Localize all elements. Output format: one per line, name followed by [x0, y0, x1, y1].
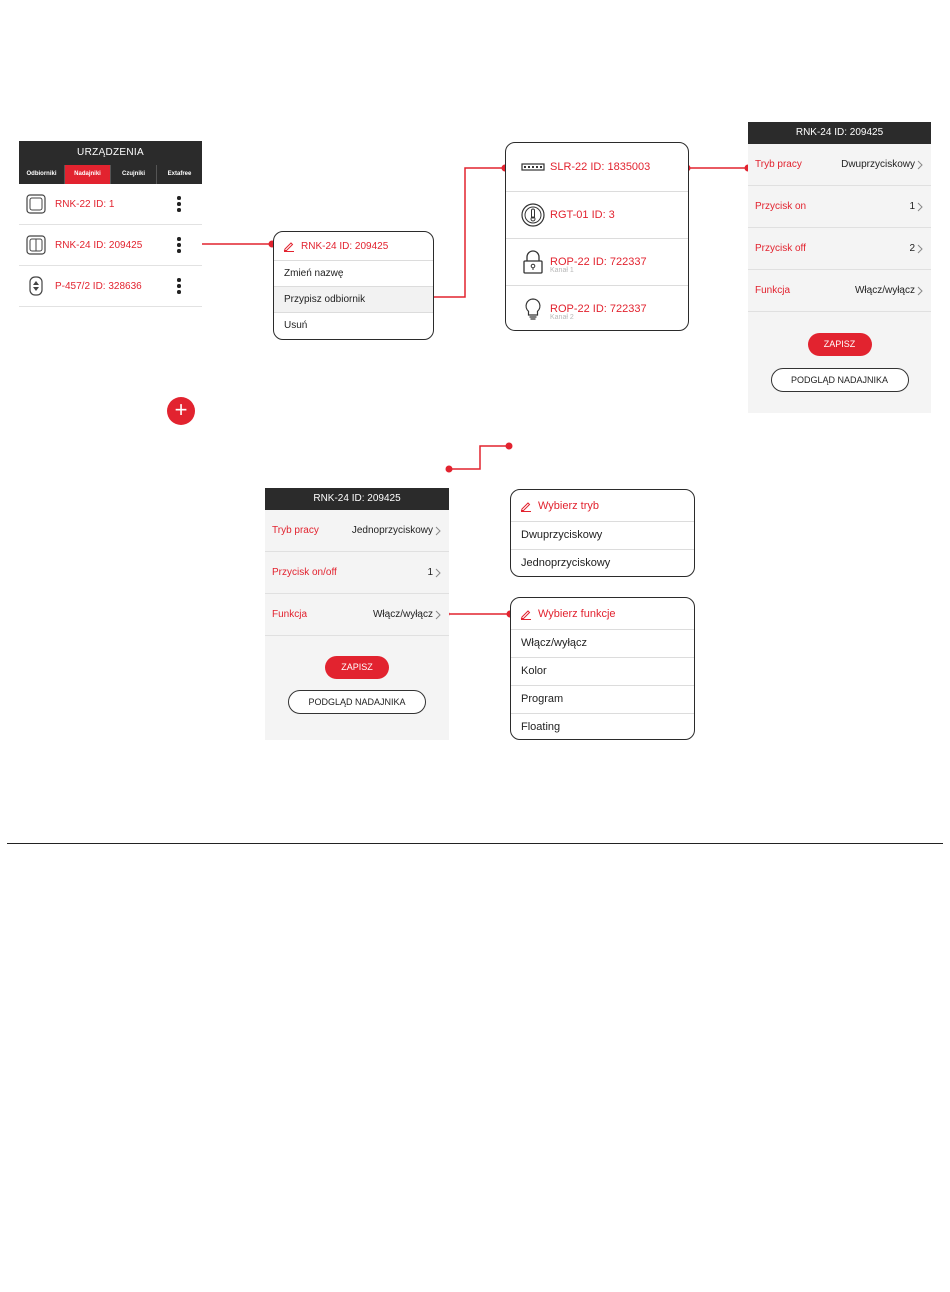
preview-transmitter-button[interactable]: PODGLĄD NADAJNIKA — [771, 368, 909, 392]
receiver-name: SLR-22 ID: 1835003 — [550, 161, 651, 173]
row-value: Dwuprzyciskowy — [841, 159, 915, 170]
list-item[interactable] — [506, 143, 688, 191]
row-value: 2 — [909, 243, 915, 254]
connector-menu-to-receivers — [425, 168, 505, 297]
chevron-right-icon — [917, 202, 923, 212]
list-item[interactable] — [19, 266, 202, 307]
devices-title: URZĄDZENIA — [19, 141, 202, 165]
row-value: Jednoprzyciskowy — [351, 525, 433, 536]
settings-title: RNK-24 ID: 209425 — [748, 122, 931, 144]
function-option[interactable]: Program — [511, 685, 694, 713]
function-row[interactable] — [748, 270, 931, 312]
row-label: Tryb pracy — [755, 159, 802, 170]
delete-option[interactable]: Usuń — [274, 312, 433, 338]
function-option[interactable]: Włącz/wyłącz — [511, 629, 694, 657]
row-value: Włącz/wyłącz — [854, 285, 915, 296]
device-label: P-457/2 ID: 328636 — [55, 280, 142, 292]
tab-czujniki[interactable]: Czujniki — [110, 165, 156, 184]
row-label: Funkcja — [272, 609, 308, 620]
rename-option[interactable]: Zmień nazwę — [274, 260, 433, 286]
chevron-right-icon — [435, 568, 441, 578]
pencil-icon — [520, 500, 532, 512]
single-switch-icon — [26, 194, 46, 214]
settings-two-button-screen — [748, 122, 931, 413]
popup-title: Wybierz funkcje — [538, 607, 616, 620]
mode-row[interactable] — [265, 510, 449, 552]
device-label: RNK-22 ID: 1 — [55, 198, 115, 210]
connector-mode-switch — [449, 446, 509, 469]
row-label: Przycisk on/off — [272, 567, 337, 578]
more-options-icon[interactable] — [177, 278, 181, 294]
more-options-icon[interactable] — [177, 196, 181, 212]
button-on-off-row[interactable] — [265, 552, 449, 594]
mode-option[interactable]: Jednoprzyciskowy — [511, 549, 694, 577]
popup-title: Wybierz tryb — [538, 499, 600, 512]
preview-transmitter-button[interactable]: PODGLĄD NADAJNIKA — [288, 690, 426, 714]
pencil-icon — [520, 608, 532, 620]
function-row[interactable] — [265, 594, 449, 636]
row-label: Przycisk on — [755, 201, 807, 212]
pencil-icon — [283, 240, 295, 252]
transmitter-menu — [273, 231, 434, 340]
popup-header — [511, 490, 694, 521]
settings-one-button-screen — [265, 488, 449, 740]
chevron-right-icon — [917, 286, 923, 296]
button-on-row[interactable] — [748, 186, 931, 228]
thermostat-icon — [520, 202, 546, 228]
function-option[interactable]: Kolor — [511, 657, 694, 685]
device-tabs — [19, 165, 202, 184]
tab-nadajniki[interactable]: Nadajniki — [64, 165, 110, 184]
menu-title: RNK-24 ID: 209425 — [301, 240, 389, 252]
channel-label: Kanał 2 — [550, 314, 574, 321]
chevron-right-icon — [435, 526, 441, 536]
mode-option[interactable]: Dwuprzyciskowy — [511, 521, 694, 549]
tab-odbiorniki[interactable]: Odbiorniki — [26, 171, 57, 177]
popup-header — [511, 598, 694, 629]
chevron-right-icon — [917, 244, 923, 254]
row-label: Przycisk off — [755, 243, 806, 254]
save-button[interactable]: ZAPISZ — [325, 656, 389, 679]
chevron-right-icon — [917, 160, 923, 170]
list-item[interactable] — [506, 285, 688, 331]
mode-row[interactable] — [748, 144, 931, 186]
list-item[interactable] — [19, 225, 202, 266]
button-off-row[interactable] — [748, 228, 931, 270]
mode-select-popup — [510, 489, 695, 577]
add-device-button[interactable]: + — [167, 397, 195, 425]
assign-receiver-option[interactable]: Przypisz odbiornik — [274, 286, 433, 312]
remote-control-icon — [26, 276, 46, 296]
receiver-name: ROP-22 ID: 722337 — [550, 256, 647, 268]
receiver-list — [505, 142, 689, 331]
channel-label: Kanał 1 — [550, 267, 574, 274]
list-item[interactable] — [506, 238, 688, 285]
function-select-popup — [510, 597, 695, 740]
receiver-name: ROP-22 ID: 722337 — [550, 303, 647, 315]
more-options-icon[interactable] — [177, 237, 181, 253]
row-label: Tryb pracy — [272, 525, 319, 536]
tab-extafree[interactable]: Extafree — [156, 165, 202, 184]
lock-icon — [520, 249, 546, 275]
menu-header — [274, 232, 433, 260]
list-item[interactable] — [506, 191, 688, 238]
row-value: 1 — [427, 567, 433, 578]
row-label: Funkcja — [755, 285, 791, 296]
row-value: 1 — [909, 201, 915, 212]
function-option[interactable]: Floating — [511, 713, 694, 740]
page-divider — [7, 843, 943, 844]
save-button[interactable]: ZAPISZ — [808, 333, 872, 356]
double-switch-icon — [26, 235, 46, 255]
chevron-right-icon — [435, 610, 441, 620]
settings-title: RNK-24 ID: 209425 — [265, 488, 449, 510]
receiver-name: RGT-01 ID: 3 — [550, 209, 615, 221]
bulb-icon — [520, 296, 546, 322]
list-item[interactable] — [19, 184, 202, 225]
devices-screen — [19, 141, 202, 307]
led-strip-icon — [520, 154, 546, 180]
device-label: RNK-24 ID: 209425 — [55, 239, 143, 251]
row-value: Włącz/wyłącz — [372, 609, 433, 620]
